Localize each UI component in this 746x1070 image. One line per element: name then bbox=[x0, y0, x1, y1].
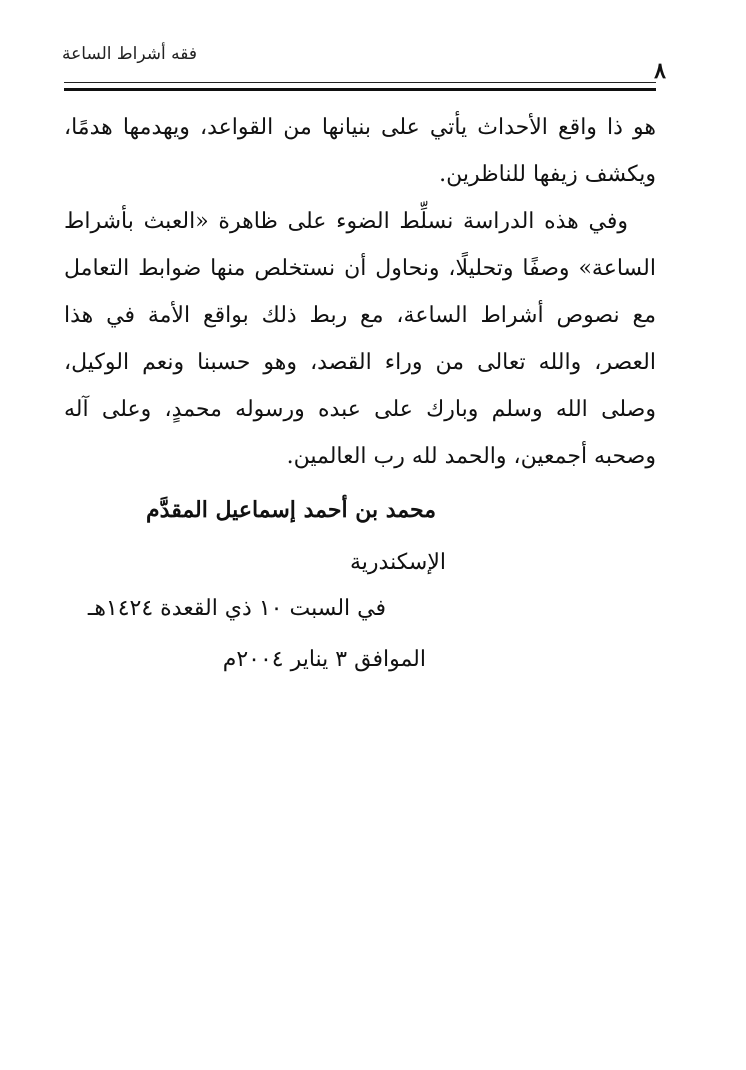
signature-hijri-date: في السبت ١٠ ذي القعدة ١٤٢٤هـ bbox=[87, 596, 386, 621]
header-rule-thin bbox=[64, 82, 656, 83]
signature-gregorian-date: الموافق ٣ يناير ٢٠٠٤م bbox=[222, 647, 426, 672]
running-title: فقه أشراط الساعة bbox=[62, 44, 197, 64]
header-rule-thick bbox=[64, 88, 656, 91]
signature-city: الإسكندرية bbox=[350, 550, 446, 575]
page-number: ٨ bbox=[654, 58, 666, 84]
author-name: محمد بن أحمد إسماعيل المقدَّم bbox=[146, 497, 436, 523]
body-text bbox=[64, 104, 656, 480]
paragraph-2: وفي هذه الدراسة نسلِّط الضوء على ظاهرة «العبث بأشراط الساعة» وصفًا وتحليلًا، ونحاول أن نستخلص منها ضوابط التعامل مع نصوص أشراط الساعة، مع ربط ذلك بواقع الأمة في هذا العصر، والله تعالى من وراء القصد، وهو حسبنا ونعم الوكيل، وصلى الله وسلم وبارك على عبده ورسوله محمدٍ، وعلى آله وصحبه أجمعين، والحمد لله رب العالمين. bbox=[64, 209, 656, 469]
paragraph-1: هو ذا واقع الأحداث يأتي على بنيانها من القواعد، ويهدمها هدمًا، ويكشف زيفها للناظرين. bbox=[64, 115, 656, 187]
